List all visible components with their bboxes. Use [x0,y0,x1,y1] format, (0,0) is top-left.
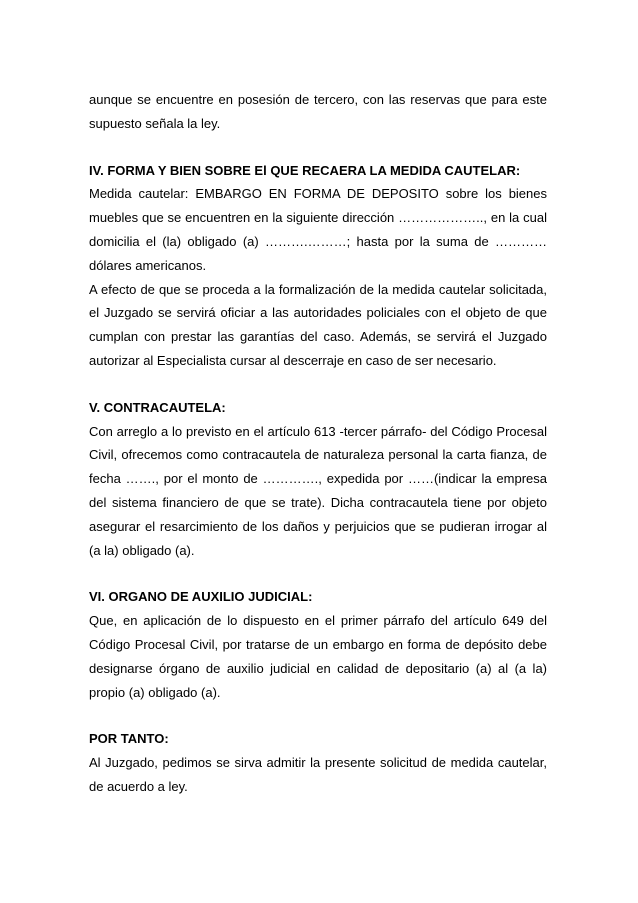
section-6-heading: VI. ORGANO DE AUXILIO JUDICIAL: [89,589,313,605]
section-4-paragraph-1: Medida cautelar: EMBARGO EN FORMA DE DEPOSITO sobre los bienes muebles que se encuentren en la siguiente dirección ……………….., en la cual domicilia el (la) obligado (a) ……….………; hasta por la suma de ………… dólares americanos. [89,186,547,273]
document-body [89,88,547,799]
paragraph-spacer [89,562,547,585]
paragraph-spacer [89,373,547,396]
paragraph-spacer [89,136,547,159]
section-5-heading: V. CONTRACAUTELA: [89,399,226,415]
intro-paragraph: aunque se encuentre en posesión de tercero, con las reservas que para este supuesto señala la ley. [89,92,547,131]
paragraph-spacer [89,704,547,727]
closing-paragraph: Al Juzgado, pedimos se sirva admitir la presente solicitud de medida cautelar, de acuerdo a ley. [89,755,547,794]
section-5-paragraph: Con arreglo a lo previsto en el artículo 613 -tercer párrafo- del Código Procesal Civil, ofrecemos como contracautela de naturaleza personal la carta fianza, de fecha ……., por el monto de …………., expedida por ……(indicar la empresa del sistema financiero de que se trate). Dicha contracautela tiene por objeto asegurar el resarcimiento de los daños y perjuicios que se pudieran irrogar al (a la) obligado (a). [89,423,547,558]
section-4-paragraph-2: A efecto de que se proceda a la formalización de la medida cautelar solicitada, el Juzgado se servirá oficiar a las autoridades policiales con el objeto de que cumplan con prestar las garantías del caso. Además, se servirá el Juzgado autorizar al Especialista cursar al descerraje en caso de ser necesario. [89,281,547,368]
section-6-paragraph: Que, en aplicación de lo dispuesto en el primer párrafo del artículo 649 del Código Procesal Civil, por tratarse de un embargo en forma de depósito debe designarse órgano de auxilio judicial en calidad de depositario (a) al (a la) propio (a) obligado (a). [89,613,547,700]
closing-heading: POR TANTO: [89,731,169,747]
section-4-heading: IV. FORMA Y BIEN SOBRE El QUE RECAERA LA MEDIDA CAUTELAR: [89,162,521,178]
